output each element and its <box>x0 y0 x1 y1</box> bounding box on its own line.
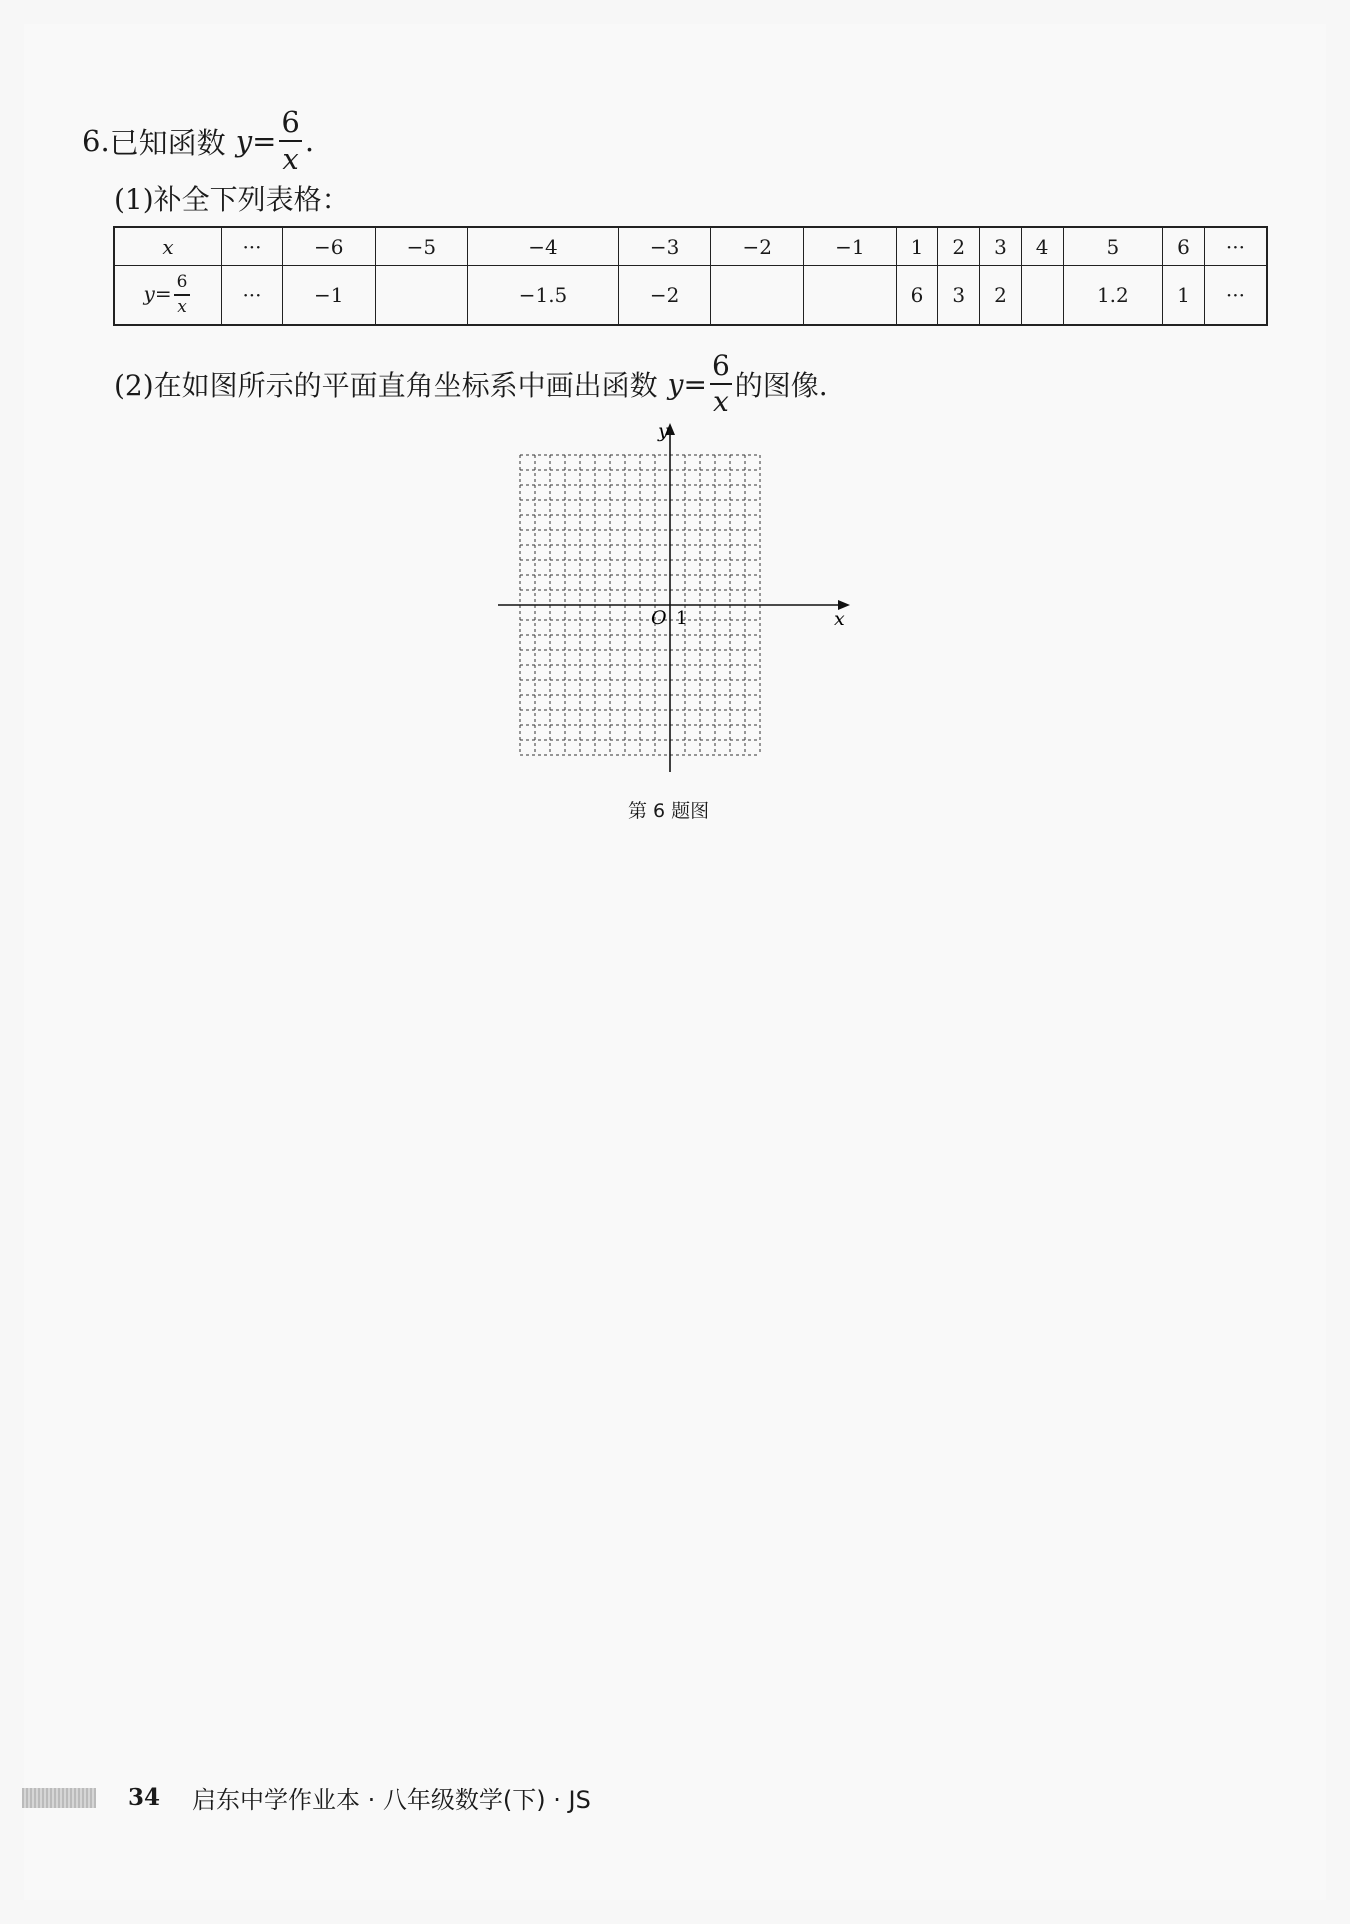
y-value-cell: 2 <box>980 266 1022 326</box>
y-header-den: x <box>174 294 190 316</box>
part2-prefix: (2)在如图所示的平面直角坐标系中画出函数 <box>114 369 658 402</box>
function-fraction <box>278 105 302 176</box>
unit-label: 1 <box>676 608 688 629</box>
y-value-cell: 3 <box>938 266 980 326</box>
y-value-blank-cell[interactable] <box>1021 266 1063 326</box>
y-row <box>114 266 1267 326</box>
x-value-cell: −6 <box>282 227 375 266</box>
question-title <box>82 105 315 176</box>
part2-label <box>114 349 828 418</box>
part2-func-lhs: y= <box>667 367 707 401</box>
question-stem: 已知函数 <box>109 125 226 160</box>
y-value-cell: 1 <box>1163 266 1205 326</box>
y-row-header <box>114 266 222 326</box>
y-value-cell: −2 <box>618 266 711 326</box>
y-value-cell: ··· <box>1204 266 1267 326</box>
x-value-cell: ··· <box>1204 227 1267 266</box>
x-value-cell: ··· <box>222 227 283 266</box>
y-value-blank-cell[interactable] <box>375 266 468 326</box>
x-axis-label: x <box>834 608 845 630</box>
y-axis-label: y <box>658 420 669 442</box>
x-value-cell: 1 <box>896 227 938 266</box>
x-value-cell: 4 <box>1021 227 1063 266</box>
y-value-blank-cell[interactable] <box>804 266 897 326</box>
function-lhs: y= <box>235 124 277 158</box>
page-footer <box>22 1780 591 1815</box>
part2-suffix: 的图像. <box>734 369 828 402</box>
part2-func-num: 6 <box>711 349 730 382</box>
figure-caption: 第 6 题图 <box>628 800 710 822</box>
coordinate-figure <box>490 415 860 789</box>
x-value-cell: −2 <box>711 227 804 266</box>
question-end: . <box>304 124 315 158</box>
coordinate-plane <box>490 415 860 785</box>
x-value-cell: −5 <box>375 227 468 266</box>
fraction-denominator: x <box>279 140 301 174</box>
y-value-blank-cell[interactable] <box>711 266 804 326</box>
origin-label: O <box>651 607 667 629</box>
footer-decoration <box>22 1788 96 1808</box>
x-value-cell: −1 <box>804 227 897 266</box>
fraction-numerator: 6 <box>281 105 300 139</box>
book-title: 启东中学作业本 · 八年级数学(下) · JS <box>192 1786 591 1814</box>
x-value-cell: −4 <box>468 227 619 266</box>
y-value-cell: −1.5 <box>468 266 619 326</box>
x-row <box>114 227 1267 266</box>
x-value-cell: 6 <box>1163 227 1205 266</box>
part2-func-den: x <box>710 383 732 416</box>
x-row-header: x <box>114 227 222 266</box>
page-number: 34 <box>128 1784 161 1811</box>
y-value-cell: 1.2 <box>1063 266 1163 326</box>
x-value-cell: 3 <box>980 227 1022 266</box>
question-number: 6. <box>82 124 110 158</box>
y-header-fraction <box>174 274 191 316</box>
x-value-cell: 2 <box>938 227 980 266</box>
y-value-cell: 6 <box>896 266 938 326</box>
y-header-lhs: y= <box>143 281 172 306</box>
part2-func-fraction <box>709 349 733 418</box>
y-value-cell: −1 <box>282 266 375 326</box>
part1-label: (1)补全下列表格： <box>114 183 350 216</box>
x-value-cell: 5 <box>1063 227 1163 266</box>
value-table <box>113 226 1268 326</box>
y-value-cell: ··· <box>222 266 283 326</box>
y-header-num: 6 <box>176 272 188 292</box>
x-value-cell: −3 <box>618 227 711 266</box>
